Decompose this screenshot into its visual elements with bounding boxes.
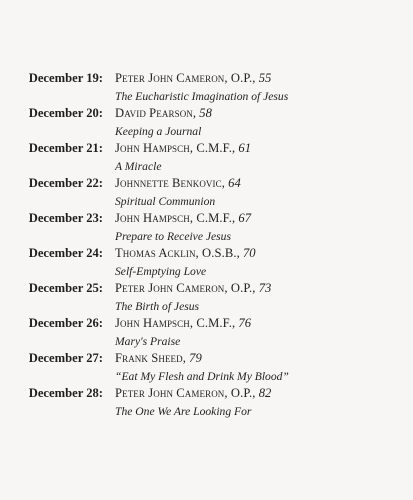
entry-author-line (115, 246, 256, 261)
toc-entry-december-20 (0, 106, 413, 140)
entry-title: Keeping a Journal (115, 125, 202, 138)
entry-author: John Hampsch, C.M.F., (115, 316, 236, 330)
entry-title: Spiritual Communion (115, 195, 216, 208)
entry-page-number: 58 (199, 106, 212, 120)
entry-date: December 19: (28, 71, 103, 85)
entry-title: Self-Emptying Love (115, 265, 207, 278)
entry-author-line (115, 351, 202, 366)
entry-author: Peter John Cameron, O.P., (115, 281, 256, 295)
entry-page-number: 73 (258, 281, 272, 295)
toc-entry-december-21 (0, 141, 413, 175)
entry-author: Peter John Cameron, O.P., (115, 386, 256, 400)
entry-author: David Pearson, (115, 106, 197, 120)
toc-entry-december-26 (0, 316, 413, 350)
entry-author-line (115, 281, 271, 296)
entry-date: December 26: (28, 316, 103, 330)
toc-entry-december-24 (0, 246, 413, 280)
entry-author-line (115, 141, 251, 156)
entry-title: “Eat My Flesh and Drink My Blood” (115, 370, 289, 383)
entry-date: December 25: (28, 281, 103, 295)
entry-author: Thomas Acklin, O.S.B., (115, 246, 240, 260)
toc-entry-december-25 (0, 281, 413, 315)
entry-date: December 20: (28, 106, 103, 120)
toc-entry-december-19 (0, 71, 413, 105)
entry-author: Peter John Cameron, O.P., (115, 71, 256, 85)
entry-page-number: 64 (228, 176, 241, 190)
toc-entry-december-22 (0, 176, 413, 210)
entry-date: December 23: (28, 211, 103, 225)
entry-title: Prepare to Receive Jesus (115, 230, 231, 243)
entry-title: The Birth of Jesus (115, 300, 200, 313)
entry-author-line (115, 211, 251, 226)
toc-entry-december-27 (0, 351, 413, 385)
entry-author-line (115, 316, 251, 331)
entry-author: Frank Sheed, (115, 351, 187, 365)
entry-page-number: 70 (243, 246, 256, 260)
entry-page-number: 82 (258, 386, 272, 400)
entry-page-number: 55 (258, 71, 272, 85)
entry-date: December 27: (28, 351, 103, 365)
entry-author-line (115, 386, 271, 401)
toc-entry-december-28 (0, 386, 413, 420)
entry-title: Mary's Praise (115, 335, 181, 348)
entry-date: December 28: (28, 386, 103, 400)
entry-author: John Hampsch, C.M.F., (115, 141, 236, 155)
entry-page-number: 79 (189, 351, 202, 365)
entry-author-line (115, 176, 241, 191)
entry-page-number: 67 (238, 211, 251, 225)
toc-entry-december-23 (0, 211, 413, 245)
entry-page-number: 61 (238, 141, 251, 155)
entry-author: John Hampsch, C.M.F., (115, 211, 236, 225)
entry-author: Johnnette Benkovic, (115, 176, 225, 190)
entry-author-line (115, 106, 212, 121)
entry-title: The One We Are Looking For (115, 405, 252, 418)
entry-author-line (115, 71, 271, 86)
entry-date: December 24: (28, 246, 103, 260)
entry-date: December 21: (28, 141, 103, 155)
entry-title: The Eucharistic Imagination of Jesus (115, 90, 289, 103)
entry-title: A Miracle (115, 160, 162, 173)
entry-date: December 22: (28, 176, 103, 190)
entry-page-number: 76 (238, 316, 251, 330)
